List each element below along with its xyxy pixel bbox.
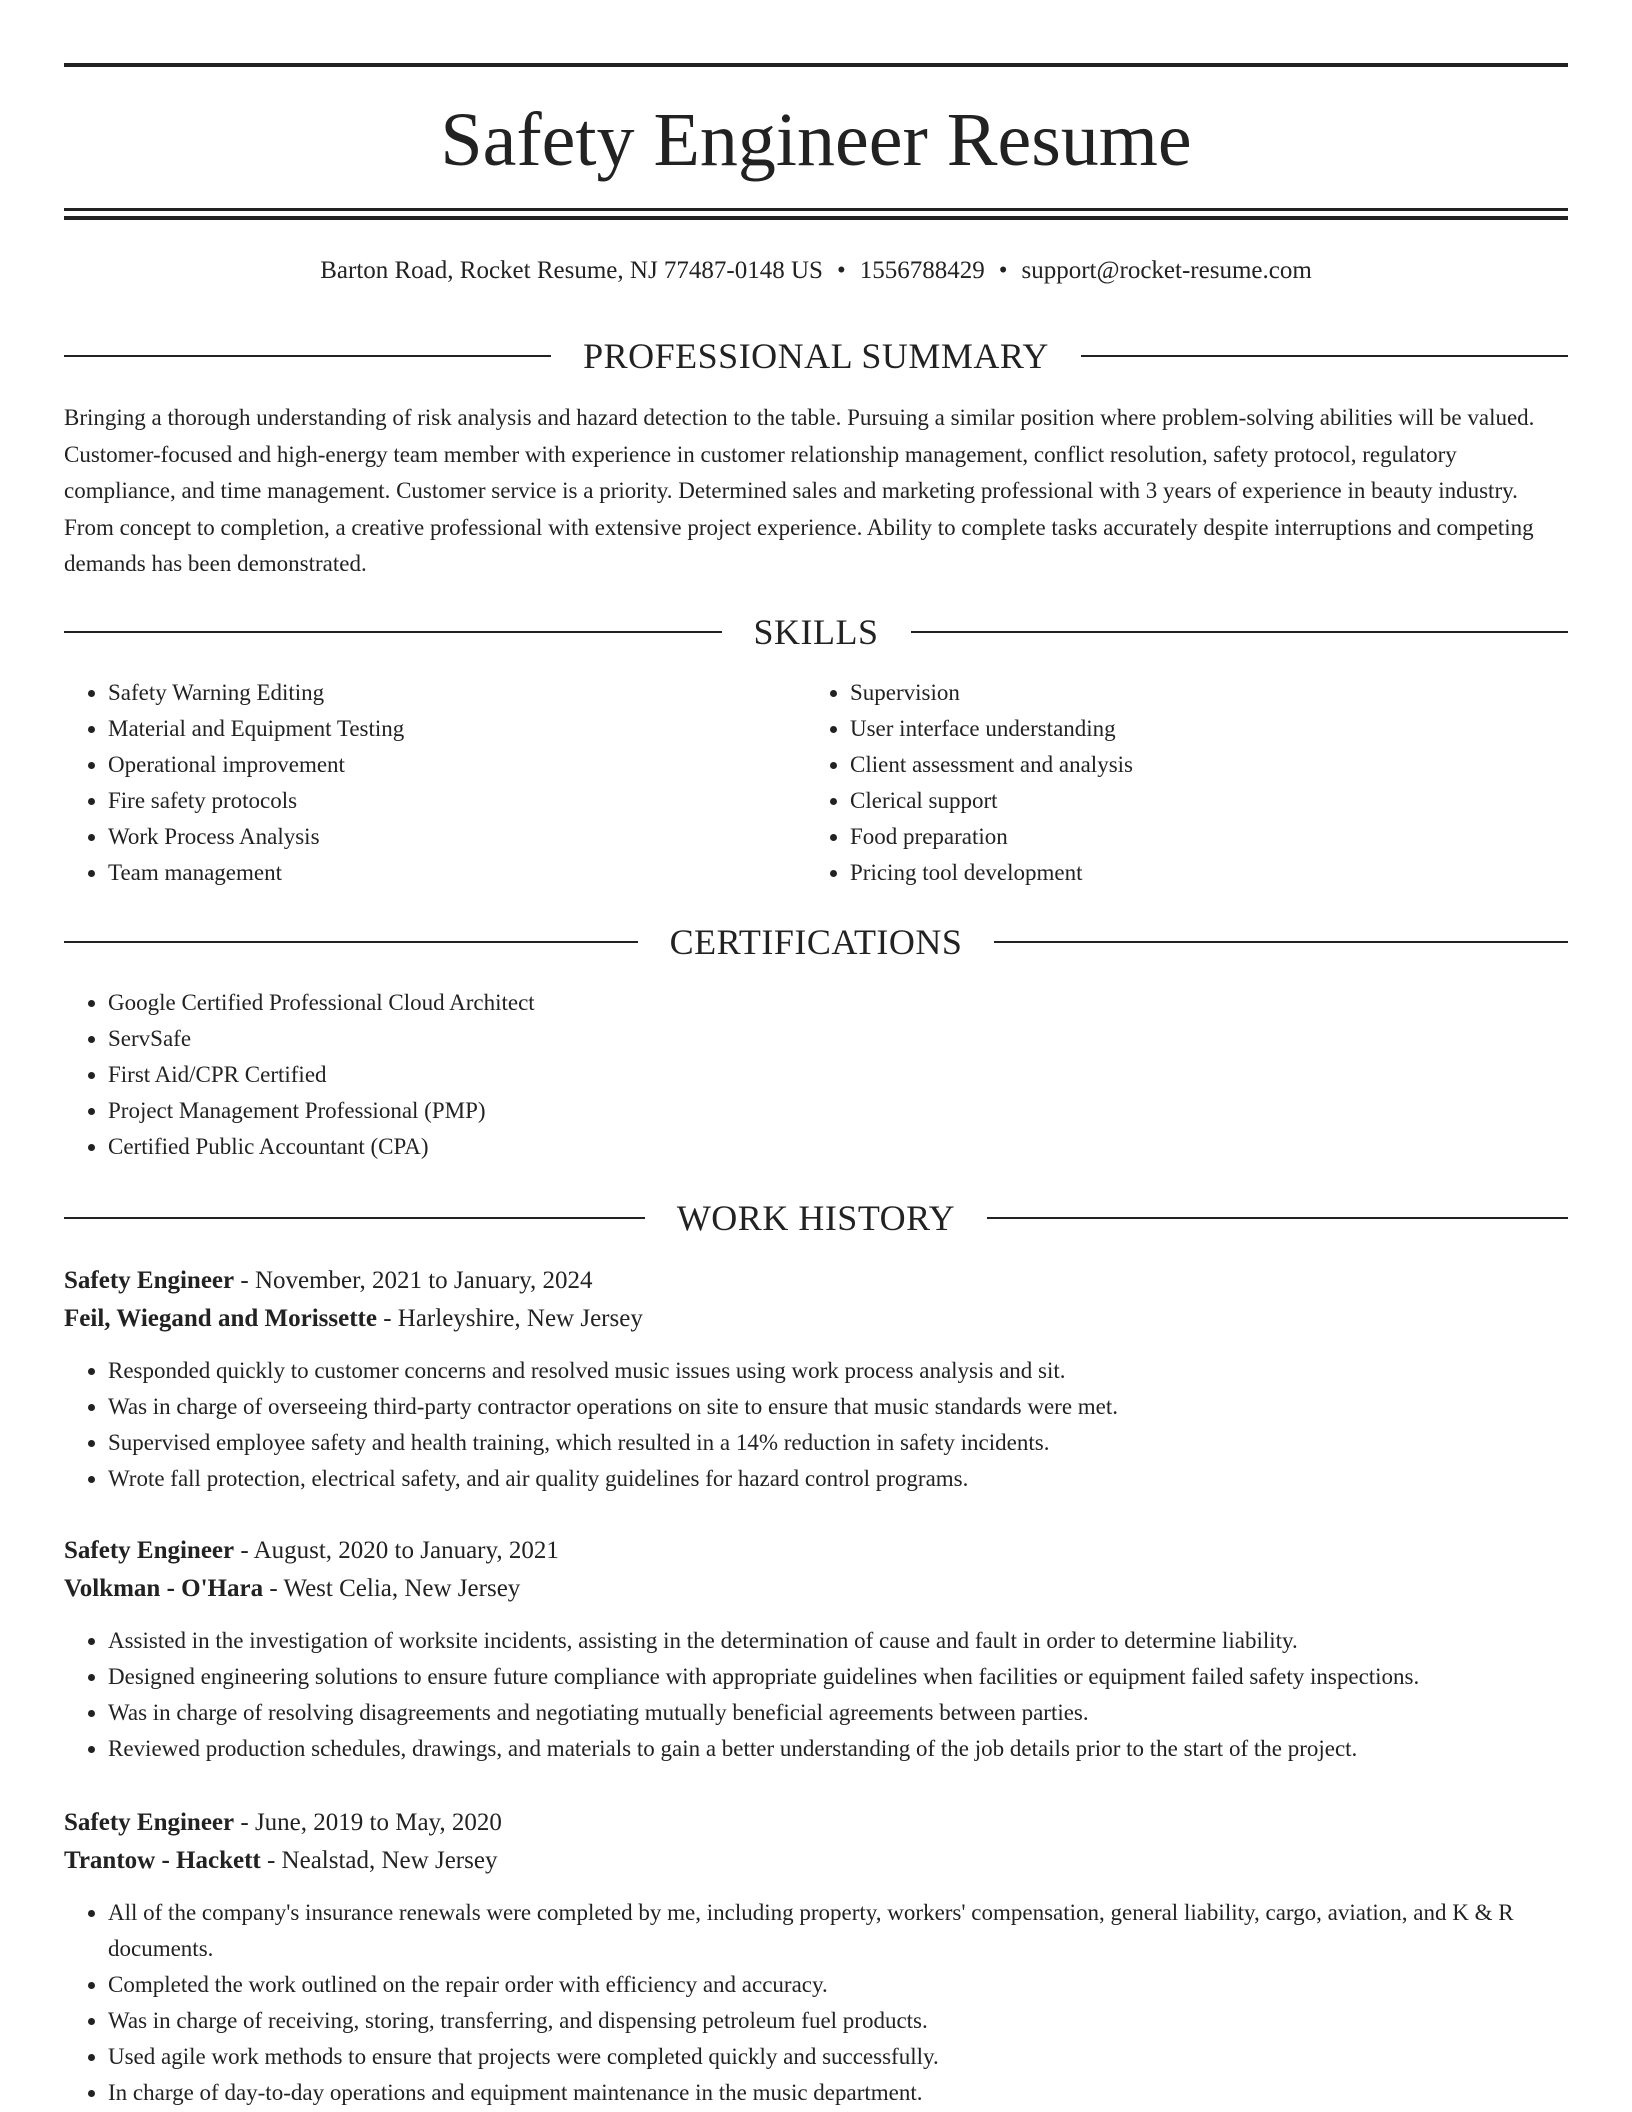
list-item: • Pricing tool development	[850, 855, 1548, 891]
job-location: - Nealstad, New Jersey	[260, 1847, 498, 1874]
list-item: • First Aid/CPR Certified	[108, 1057, 1568, 1093]
page-title: Safety Engineer Resume	[440, 98, 1192, 182]
job-entry	[64, 1532, 1568, 1767]
job-title: Safety Engineer	[64, 1537, 235, 1564]
job-entry	[64, 1804, 1568, 2111]
job-dates: - November, 2021 to January, 2024	[234, 1267, 593, 1294]
contact-separator: •	[998, 257, 1008, 284]
list-item: • Client assessment and analysis	[850, 747, 1548, 783]
job-company-line	[64, 1842, 1568, 1880]
section-header-summary	[64, 334, 1568, 378]
list-item: • Certified Public Accountant (CPA)	[108, 1129, 1568, 1165]
job-dates: - June, 2019 to May, 2020	[234, 1809, 502, 1836]
section-rule	[994, 941, 1568, 943]
list-item: • Supervision	[850, 675, 1548, 711]
job-title-line	[64, 1262, 1568, 1300]
list-item: • Wrote fall protection, electrical safety, and air quality guidelines for hazard control programs.	[108, 1461, 1568, 1497]
section-title-summary: PROFESSIONAL SUMMARY	[583, 336, 1049, 376]
section-rule	[64, 1217, 645, 1219]
job-company: Trantow - Hackett	[64, 1847, 261, 1874]
job-bullets	[64, 1623, 1568, 1767]
list-item: • Reviewed production schedules, drawings, and materials to gain a better understanding of the job details prior to the start of the project.	[108, 1731, 1568, 1767]
section-rule	[911, 631, 1569, 633]
certifications-block	[64, 985, 1568, 1165]
job-title-line	[64, 1804, 1568, 1842]
job-bullets	[64, 1353, 1568, 1497]
list-item: • Was in charge of receiving, storing, transferring, and dispensing petroleum fuel products.	[108, 2003, 1568, 2039]
section-title-work-history: WORK HISTORY	[676, 1198, 956, 1238]
section-rule	[64, 355, 551, 357]
list-item: • User interface understanding	[850, 711, 1548, 747]
section-title-certifications: CERTIFICATIONS	[669, 922, 963, 962]
list-item: • Was in charge of overseeing third-party contractor operations on site to ensure that music standards were met.	[108, 1389, 1568, 1425]
section-header-skills	[64, 610, 1568, 654]
contact-line	[64, 254, 1568, 288]
contact-phone: 1556788429	[859, 257, 985, 284]
list-item: • Supervised employee safety and health training, which resulted in a 14% reduction in safety incidents.	[108, 1425, 1568, 1461]
contact-address: Barton Road, Rocket Resume, NJ 77487-0148 US	[320, 257, 823, 284]
job-entry	[64, 1262, 1568, 1497]
list-item: • Used agile work methods to ensure that projects were completed quickly and successfully.	[108, 2039, 1568, 2075]
contact-separator: •	[836, 257, 846, 284]
job-location: - West Celia, New Jersey	[263, 1575, 521, 1602]
list-item: • All of the company's insurance renewals were completed by me, including property, workers' compensation, general liability, cargo, aviation, and K & R documents.	[108, 1895, 1568, 1967]
section-header-certifications	[64, 920, 1568, 964]
certifications-list	[64, 985, 1568, 1165]
section-rule	[64, 631, 722, 633]
section-rule	[64, 941, 638, 943]
list-item: • Clerical support	[850, 783, 1548, 819]
list-item: • Operational improvement	[108, 747, 806, 783]
job-bullets	[64, 1895, 1568, 2111]
list-item: • Assisted in the investigation of worksite incidents, assisting in the determination of cause and fault in order to determine liability.	[108, 1623, 1568, 1659]
top-rule	[64, 63, 1568, 67]
section-header-work-history	[64, 1196, 1568, 1240]
section-rule	[1081, 355, 1568, 357]
section-title-skills: SKILLS	[753, 612, 879, 652]
title-double-rule	[64, 208, 1568, 220]
section-rule	[987, 1217, 1568, 1219]
summary-text: Bringing a thorough understanding of risk analysis and hazard detection to the table. Pursuing a similar position where problem-solving abilities will be valued. Customer-focused and high-energy team member with experience in customer relationship management, conflict resolution, safety protocol, regulatory compliance, and time management. Customer service is a priority. Determined sales and marketing professional with 3 years of experience in beauty industry. From concept to completion, a creative professional with extensive project experience. Ability to complete tasks accurately despite interruptions and competing demands has been demonstrated.	[64, 405, 1535, 576]
list-item: • Material and Equipment Testing	[108, 711, 806, 747]
job-company-line	[64, 1300, 1568, 1338]
list-item: • Project Management Professional (PMP)	[108, 1093, 1568, 1129]
list-item: • Responded quickly to customer concerns and resolved music issues using work process analysis and sit.	[108, 1353, 1568, 1389]
skills-column-left	[64, 675, 806, 891]
skills-column-right	[806, 675, 1548, 891]
list-item: • Fire safety protocols	[108, 783, 806, 819]
job-company: Feil, Wiegand and Morissette	[64, 1305, 377, 1332]
list-item: • ServSafe	[108, 1021, 1568, 1057]
list-item: • Work Process Analysis	[108, 819, 806, 855]
list-item: • Food preparation	[850, 819, 1548, 855]
job-title-line	[64, 1532, 1568, 1570]
job-dates: - August, 2020 to January, 2021	[234, 1537, 559, 1564]
job-company: Volkman - O'Hara	[64, 1575, 264, 1602]
job-location: - Harleyshire, New Jersey	[376, 1305, 643, 1332]
list-item: • Team management	[108, 855, 806, 891]
job-title: Safety Engineer	[64, 1267, 235, 1294]
job-company-line	[64, 1570, 1568, 1608]
list-item: • Designed engineering solutions to ensure future compliance with appropriate guidelines when facilities or equipment failed safety inspections.	[108, 1659, 1568, 1695]
skills-list-right	[806, 675, 1548, 891]
list-item: • Google Certified Professional Cloud Architect	[108, 985, 1568, 1021]
list-item: • Completed the work outlined on the repair order with efficiency and accuracy.	[108, 1967, 1568, 2003]
contact-email: support@rocket-resume.com	[1021, 257, 1312, 284]
job-title: Safety Engineer	[64, 1809, 235, 1836]
list-item: • Was in charge of resolving disagreements and negotiating mutually beneficial agreements between parties.	[108, 1695, 1568, 1731]
skills-columns	[64, 675, 1568, 891]
list-item: • In charge of day-to-day operations and equipment maintenance in the music department.	[108, 2075, 1568, 2111]
list-item: • Safety Warning Editing	[108, 675, 806, 711]
skills-list-left	[64, 675, 806, 891]
